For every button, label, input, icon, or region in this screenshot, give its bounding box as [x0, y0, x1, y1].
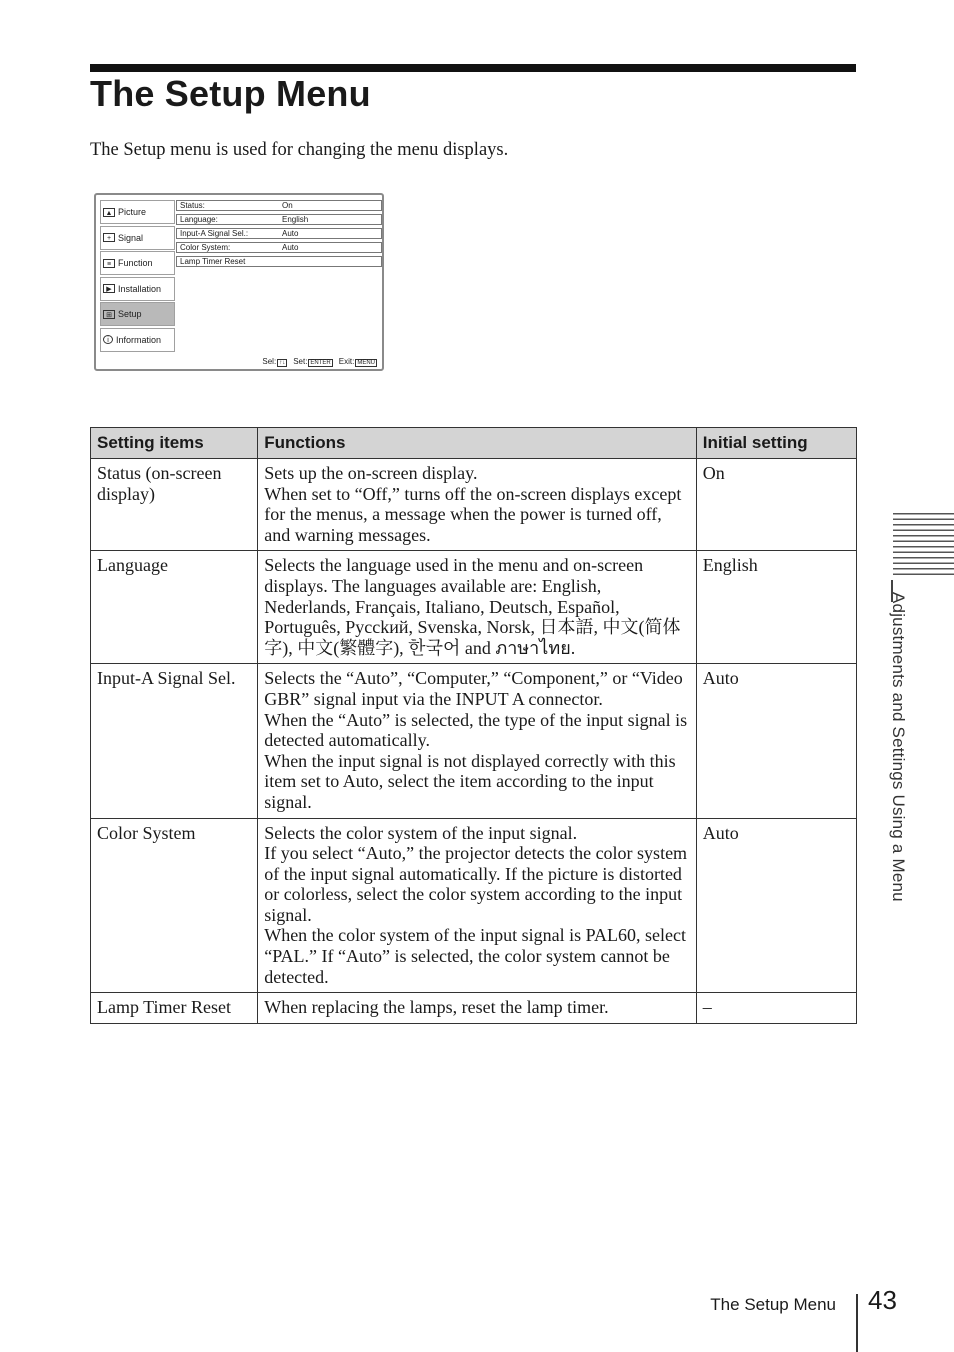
setup-menu-screenshot — [94, 193, 384, 371]
table-row — [91, 993, 857, 1024]
footer-section-label: The Setup Menu — [710, 1295, 836, 1314]
osd-menu-item-signal: + Signal — [100, 226, 175, 250]
chapter-side-label: Adjustments and Settings Using a Menu — [889, 592, 908, 902]
setting-initial: English — [696, 551, 856, 664]
osd-menu-item-setup: ⊞ Setup — [100, 302, 175, 326]
table-row — [91, 551, 857, 664]
osd-menu-item-installation: ▶ Installation — [100, 277, 175, 301]
setting-item: Lamp Timer Reset — [91, 993, 258, 1024]
table-header-row — [91, 428, 857, 459]
setting-initial: On — [696, 459, 856, 551]
header-initial-setting: Initial setting — [696, 428, 856, 459]
setting-functions: When replacing the lamps, reset the lamp timer. — [258, 993, 697, 1024]
setting-initial: – — [696, 993, 856, 1024]
setting-item: Input-A Signal Sel. — [91, 664, 258, 818]
setting-item: Color System — [91, 818, 258, 993]
osd-exit-hint: Exit: MENU — [338, 357, 375, 366]
title-rule — [90, 64, 856, 72]
page-title: The Setup Menu — [90, 73, 371, 114]
intro-text: The Setup menu is used for changing the menu displays. — [90, 140, 509, 160]
header-setting-items: Setting items — [91, 428, 258, 459]
osd-sel-hint: Sel: ↑↓ — [262, 357, 286, 366]
footer-divider — [856, 1294, 858, 1352]
osd-menu-list — [100, 200, 175, 353]
information-icon: i — [103, 335, 113, 344]
osd-set-hint: Set: ENTER — [293, 357, 331, 366]
setup-icon: ⊞ — [103, 310, 115, 319]
osd-row-input-a: Input-A Signal Sel.: Auto — [176, 228, 382, 239]
osd-footer — [262, 357, 377, 366]
function-icon: ≡ — [103, 259, 115, 268]
osd-menu-item-picture: ▲ Picture — [100, 200, 175, 224]
header-functions: Functions — [258, 428, 697, 459]
setting-initial: Auto — [696, 818, 856, 993]
osd-row-status: Status: On — [176, 200, 382, 211]
setup-settings-table — [90, 427, 857, 1024]
setting-functions: Sets up the on-screen display. When set to “Off,” turns off the on-screen displays except for the menus, a message when the power is turned off, and warning messages. — [258, 459, 697, 551]
table-row — [91, 818, 857, 993]
osd-settings-list — [176, 200, 382, 270]
signal-icon: + — [103, 233, 115, 242]
setting-functions: Selects the “Auto”, “Computer,” “Component,” or “Video GBR” signal input via the INPUT A connector. When the “Auto” is selected, the type of the input signal is detected automatically. When the input signal is not displayed correctly with this item set to Auto, select the item according to the input signal. — [258, 664, 697, 818]
setting-functions: Selects the language used in the menu and on-screen displays. The languages available are: English, Nederlands, Français, Italiano, Deutsch, Español, Português, Pycckий, Svenska, Norsk, 日本語, 中文(简体字), 中文(繁體字), 한국어 and ภาษาไทย. — [258, 551, 697, 664]
setting-initial: Auto — [696, 664, 856, 818]
installation-icon: ▶ — [103, 284, 115, 293]
osd-row-language: Language: English — [176, 214, 382, 225]
table-row — [91, 459, 857, 551]
osd-row-lamp-timer: Lamp Timer Reset — [176, 256, 382, 267]
section-tab-lines — [893, 513, 954, 579]
osd-menu-item-information: i Information — [100, 328, 175, 352]
osd-row-color-system: Color System: Auto — [176, 242, 382, 253]
table-row — [91, 664, 857, 818]
picture-icon: ▲ — [103, 208, 115, 217]
page-number: 43 — [868, 1285, 897, 1315]
osd-menu-item-function: ≡ Function — [100, 251, 175, 275]
setting-item: Status (on-screen display) — [91, 459, 258, 551]
setting-functions: Selects the color system of the input signal. If you select “Auto,” the projector detects the color system of the input signal automatically. If the picture is distorted or colorless, select the color system according to the input signal. When the color system of the input signal is PAL60, select “PAL.” If “Auto” is selected, the color system cannot be detected. — [258, 818, 697, 993]
setting-item: Language — [91, 551, 258, 664]
